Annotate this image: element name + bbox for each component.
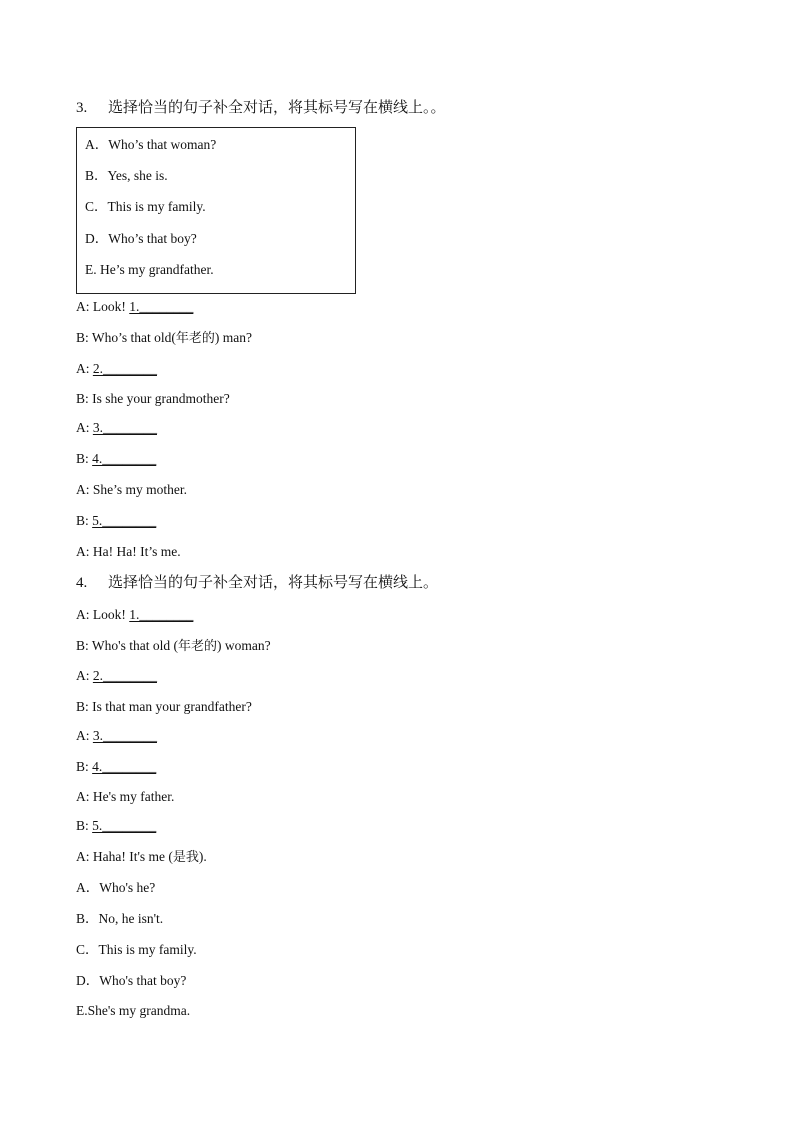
dialogue-line: B: 5.________ xyxy=(76,818,157,833)
options-box xyxy=(76,127,356,294)
dialogue-line: B: 4.________ xyxy=(76,759,157,774)
question-number: 4. xyxy=(76,575,88,591)
dialogue-line: B: 4.________ xyxy=(76,451,157,466)
answer-blank[interactable]: 3.________ xyxy=(92,728,157,743)
option-a: A．Who's he? xyxy=(76,880,156,895)
question-number: 3. xyxy=(76,100,88,116)
dialogue-line: B: Is she your grandmother? xyxy=(76,391,230,406)
option-b: B．Yes, she is. xyxy=(85,168,168,183)
option-c: C．This is my family. xyxy=(76,942,197,957)
option-e: E. He’s my grandfather. xyxy=(85,262,214,277)
dialogue-line: B: Who's that old (年老的) woman? xyxy=(76,638,271,654)
answer-blank[interactable]: 2.________ xyxy=(92,668,157,683)
dialogue-line: B: Is that man your grandfather? xyxy=(76,699,252,714)
question-instruction: 选择恰当的句子补全对话，将其标号写在横线上。。 xyxy=(108,98,446,116)
dialogue-line: A: Look! 1.________ xyxy=(76,607,194,622)
question-3-header xyxy=(76,97,446,118)
dialogue-line: A: 2.________ xyxy=(76,361,157,376)
answer-blank[interactable]: 3.________ xyxy=(92,420,157,435)
answer-blank[interactable]: 5.________ xyxy=(92,818,157,833)
question-4-header xyxy=(76,572,438,593)
dialogue-line: A: Look! 1.________ xyxy=(76,299,194,314)
question-instruction: 选择恰当的句子补全对话，将其标号写在横线上。 xyxy=(108,573,439,591)
option-d: D．Who’s that boy? xyxy=(85,231,197,246)
dialogue-line: A: 2.________ xyxy=(76,668,157,683)
option-e: E.She's my grandma. xyxy=(76,1003,191,1018)
answer-blank[interactable]: 5.________ xyxy=(92,513,157,528)
answer-blank[interactable]: 2.________ xyxy=(92,361,157,376)
option-b: B．No, he isn't. xyxy=(76,911,164,926)
option-d: D．Who's that boy? xyxy=(76,973,187,988)
option-c: C．This is my family. xyxy=(85,199,206,214)
dialogue-line: A: She’s my mother. xyxy=(76,482,187,497)
answer-blank[interactable]: 1.________ xyxy=(129,607,194,622)
dialogue-line: A: 3.________ xyxy=(76,420,157,435)
answer-blank[interactable]: 4.________ xyxy=(92,451,157,466)
answer-blank[interactable]: 4.________ xyxy=(92,759,157,774)
option-a: A．Who’s that woman? xyxy=(85,137,217,152)
dialogue-line: A: Ha! Ha! It’s me. xyxy=(76,544,181,559)
dialogue-line: A: He's my father. xyxy=(76,789,175,804)
dialogue-line: B: Who’s that old(年老的) man? xyxy=(76,330,253,346)
dialogue-line: A: 3.________ xyxy=(76,728,157,743)
dialogue-line: A: Haha! It's me (是我). xyxy=(76,849,207,865)
dialogue-line: B: 5.________ xyxy=(76,513,157,528)
answer-blank[interactable]: 1.________ xyxy=(129,299,194,314)
